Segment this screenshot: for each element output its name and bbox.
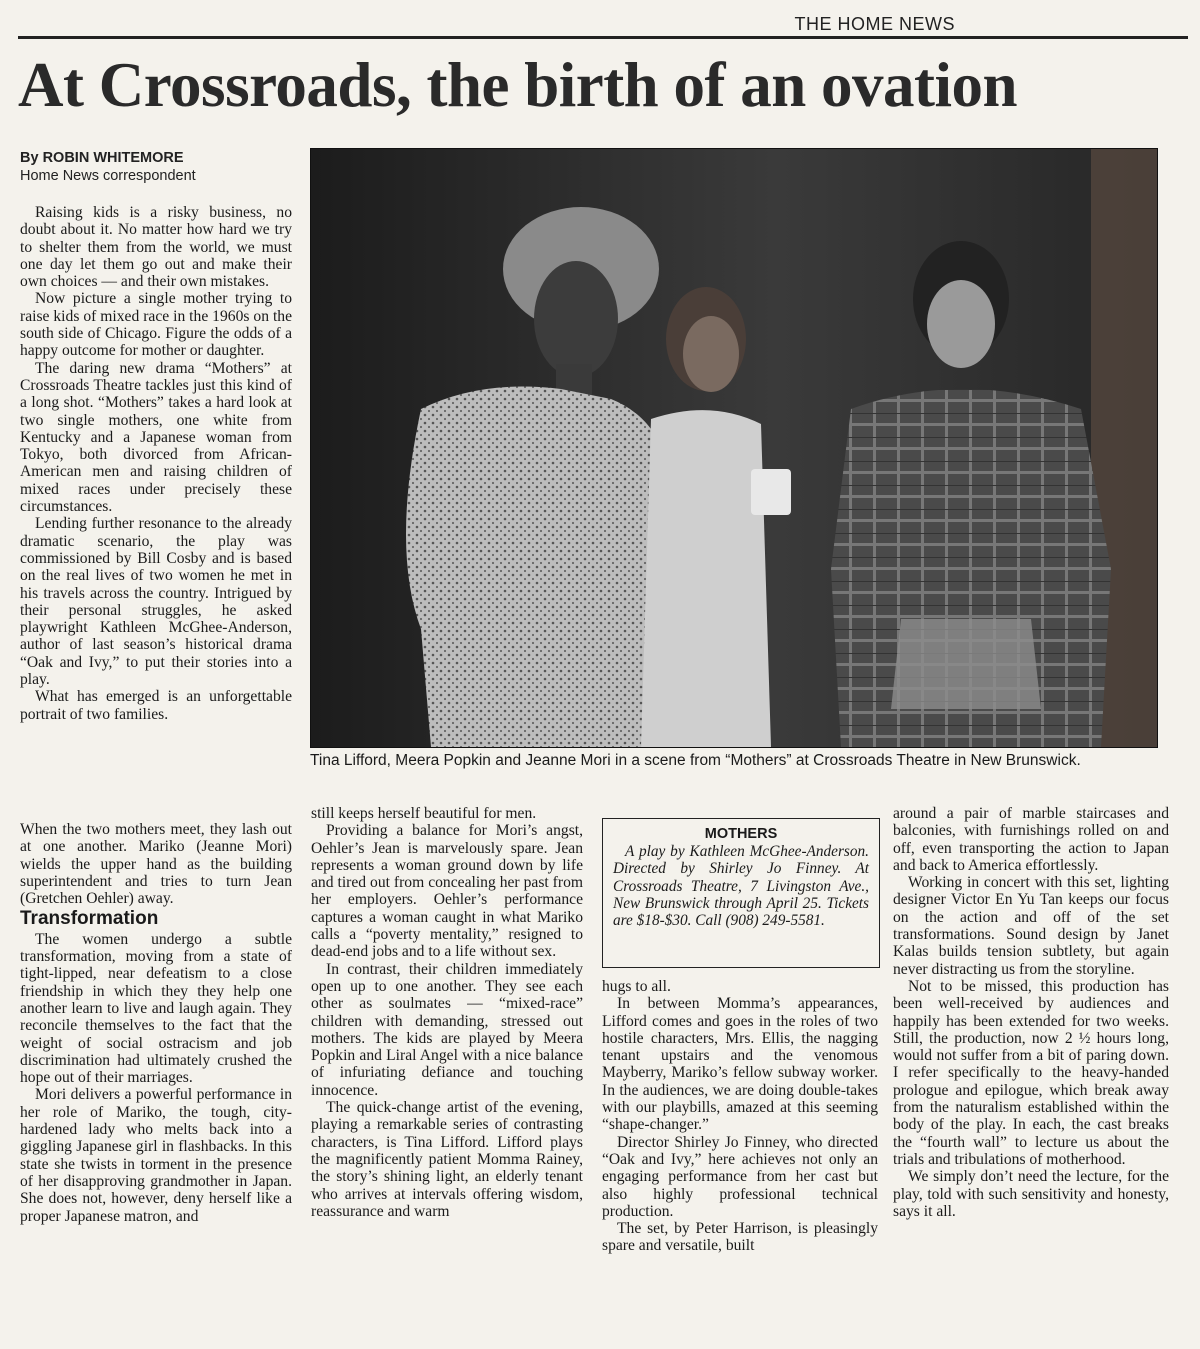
paragraph: The daring new drama “Mothers” at Crossroads Theatre tackles just this kind of a long shot. “Mothers” takes a hard look at two single mothers, one white from Kentucky and a Japanese woman from Tokyo, both divorced from African-American men and raising children of mixed races under precisely these circumstances. xyxy=(20,359,292,516)
paragraph: The set, by Peter Harrison, is pleasingly spare and versatile, built xyxy=(602,1220,878,1255)
paragraph: The quick-change artist of the evening, playing a remarkable series of contrasting characters, is Tina Lifford. Lifford plays the magnificently patient Momma Rainey, the story’s shining light, an elderly tenant who arrives at intervals offering wisdom, reassurance and warm xyxy=(311,1099,583,1220)
paragraph: around a pair of marble staircases and balconies, with furnishings rolled on and off, even transporting the action to Japan and back to America effortlessly. xyxy=(893,805,1169,874)
masthead-rule xyxy=(18,36,1188,39)
photo-caption: Tina Lifford, Meera Popkin and Jeanne Mori in a scene from “Mothers” at Crossroads Theatre in New Brunswick. xyxy=(310,752,1081,769)
info-box-body: A play by Kathleen McGhee-Anderson. Directed by Shirley Jo Finney. At Crossroads Theatre, 7 Livingston Ave., New Brunswick through April 25. Tickets are $18-$30. Call (908) 249-5581. xyxy=(613,843,869,930)
column-4 xyxy=(893,805,1169,1220)
paragraph: Mori delivers a powerful performance in her role of Mariko, the tough, city-hardened lady who melts back into a giggling Japanese girl in flashbacks. In this state she twists in torment in the presence of her disapproving grandmother in Japan. She does not, however, deny herself like a proper Japanese matron, and xyxy=(20,1086,292,1225)
masthead: THE HOME NEWS xyxy=(794,14,955,34)
column-1-bottom xyxy=(20,821,292,1225)
column-2 xyxy=(311,805,583,1220)
paragraph: Raising kids is a risky business, no doubt about it. No matter how hard we try to shelter them from the world, we must one day let them go out and make their own choices — and their own mistakes. xyxy=(20,204,292,291)
info-box-title: MOTHERS xyxy=(704,826,778,842)
paragraph: Working in concert with this set, lighting designer Victor En Yu Tan keeps our focus on the action and off of the set transformations. Sound design by Janet Kalas builds tension subtlety, but again never distracting us from the storyline. xyxy=(893,874,1169,978)
paragraph: Lending further resonance to the already dramatic scenario, the play was commissioned by Bill Cosby and is based on the real lives of two women he met in his travels across the country. Intrigued by their personal struggles, he asked playwright Kathleen McGhee-Anderson, author of last season’s historical drama “Oak and Ivy,” to put their stories into a play. xyxy=(20,515,292,689)
paragraph: What has emerged is an unforgettable portrait of two families. xyxy=(20,688,292,723)
paragraph: When the two mothers meet, they lash out at one another. Mariko (Jeanne Mori) wields the upper hand as the building superintendent and tries to turn Jean (Gretchen Oehler) away. xyxy=(20,821,292,908)
paragraph: still keeps herself beautiful for men. xyxy=(311,805,537,822)
column-1-top xyxy=(20,204,292,723)
paragraph: In between Momma’s appearances, Lifford comes and goes in the roles of two hostile characters, Mrs. Ellis, the nagging tenant upstairs and the venomous Mayberry, Mariko’s fellow subway worker. In the audiences, we are doing double-takes with our playbills, amazed at this seeming “shape-changer.” xyxy=(602,995,878,1134)
paragraph: We simply don’t need the lecture, for the play, told with such sensitivity and honesty, says it all. xyxy=(893,1168,1169,1220)
subhead: Transformation xyxy=(20,908,159,930)
paragraph: Providing a balance for Mori’s angst, Oehler’s Jean is marvelously spare. Jean represents a woman ground down by life and tired out from concealing her past from her employers. Oehler’s performance captures a woman caught in what Mariko calls a “poverty mentality,” resigned to dead-end jobs and to a life without sex. xyxy=(311,822,583,961)
byline-role: Home News correspondent xyxy=(20,168,196,184)
paragraph: Not to be missed, this production has been well-received by audiences and happily has been extended for two weeks. Still, the production, now 2 ½ hours long, would not suffer from a bit of paring down. I refer specifically to the heavy-handed prologue and epilogue, which break away from the naturalism established within the body of the play. In each, the cast breaks the “fourth wall” to lecture us about the trials and tribulations of motherhood. xyxy=(893,977,1169,1168)
paragraph: Director Shirley Jo Finney, who directed “Oak and Ivy,” here achieves not only an engaging performance from her cast but also highly professional technical production. xyxy=(602,1133,878,1220)
byline: By ROBIN WHITEMORE xyxy=(20,150,184,166)
paragraph: Now picture a single mother trying to raise kids of mixed race in the 1960s on the south side of Chicago. Figure the odds of a happy outcome for mother or daughter. xyxy=(20,290,292,360)
stage-photo-illustration xyxy=(311,149,1157,747)
paragraph: hugs to all. xyxy=(602,978,671,995)
column-3 xyxy=(602,978,878,1255)
stage-photo xyxy=(310,148,1158,748)
paragraph: The women undergo a subtle transformation, moving from a state of tight-lipped, near defeatism to a close friendship in which they they help one another learn to live and laugh again. They reconcile themselves to the fact that the weight of social ostracism and job discrimination had ultimately crushed the hope out of their marriages. xyxy=(20,930,292,1087)
play-info-box xyxy=(602,818,880,968)
paragraph: In contrast, their children immediately open up to one another. They see each other as soulmates — “mixed-race” children with demanding, stressed out mothers. The kids are played by Meera Popkin and Liral Angel with a nice balance of infuriating defiance and touching innocence. xyxy=(311,960,583,1099)
headline: At Crossroads, the birth of an ovation xyxy=(18,50,1017,120)
